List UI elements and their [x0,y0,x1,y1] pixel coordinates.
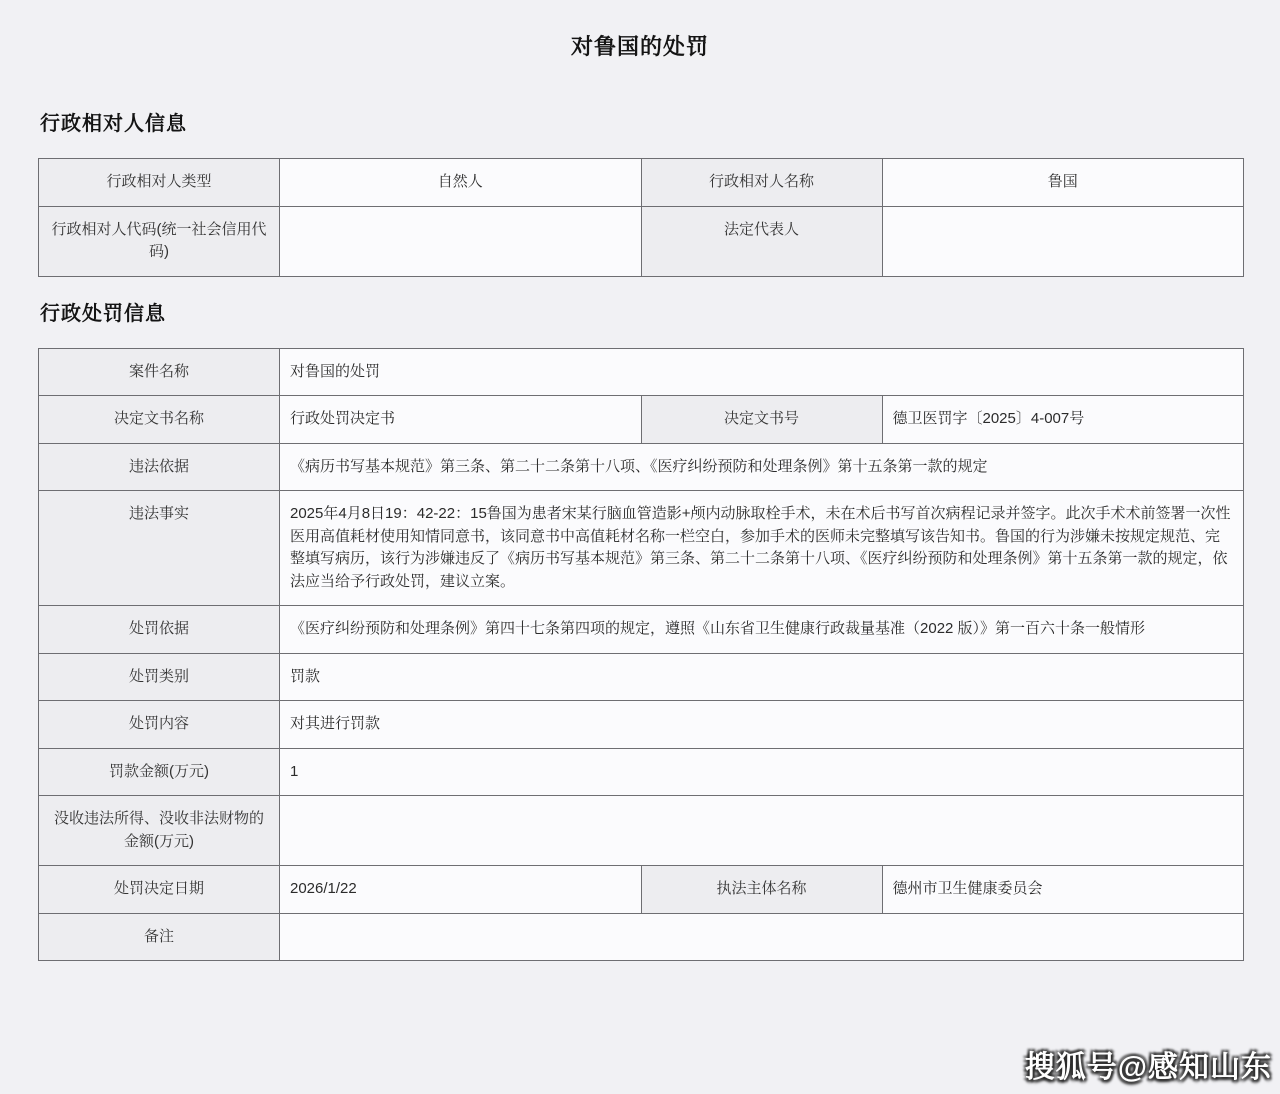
legal-basis-label: 违法依据 [39,443,280,491]
legal-representative-label: 法定代表人 [641,206,882,276]
section-counterpart-heading: 行政相对人信息 [40,113,187,135]
counterpart-type-value: 自然人 [280,159,642,207]
enforcement-authority-label: 执法主体名称 [641,866,882,914]
remarks-label: 备注 [39,913,280,961]
decision-date-label: 处罚决定日期 [39,866,280,914]
table-row [39,653,1244,701]
table-row [39,606,1244,654]
table-row [39,396,1244,444]
penalty-type-value: 罚款 [280,653,1244,701]
violation-facts-label: 违法事实 [39,491,280,606]
counterpart-name-label: 行政相对人名称 [641,159,882,207]
table-row [39,206,1244,276]
table-row [39,866,1244,914]
decision-doc-name-value: 行政处罚决定书 [280,396,642,444]
table-row [39,748,1244,796]
section-penalty-heading: 行政处罚信息 [40,302,166,325]
enforcement-authority-value: 德州市卫生健康委员会 [882,866,1244,914]
case-name-value: 对鲁国的处罚 [280,348,1244,396]
counterpart-table [38,158,1244,277]
decision-doc-number-label: 决定文书号 [641,396,882,444]
counterpart-code-label: 行政相对人代码(统一社会信用代码) [39,206,280,276]
fine-amount-value: 1 [280,748,1244,796]
table-row [39,796,1244,866]
decision-doc-name-label: 决定文书名称 [39,396,280,444]
table-row [39,491,1244,606]
table-row [39,159,1244,207]
penalty-content-label: 处罚内容 [39,701,280,749]
penalty-table [38,348,1244,962]
table-row [39,348,1244,396]
fine-amount-label: 罚款金额(万元) [39,748,280,796]
remarks-value [280,913,1244,961]
table-row [39,443,1244,491]
confiscation-amount-value [280,796,1244,866]
violation-facts-value: 2025年4月8日19：42-22：15鲁国为患者宋某行脑血管造影+颅内动脉取栓手术，未在术后书写首次病程记录并签字。此次手术术前签署一次性医用高值耗材使用知情同意书，该同意书中高值耗材名称一栏空白，参加手术的医师未完整填写该告知书。鲁国的行为涉嫌未按规定规范、完整填写病历，该行为涉嫌违反了《病历书写基本规范》第三条、第二十二条第十八项、《医疗纠纷预防和处理条例》第十五条第一款的规定，依法应当给予行政处罚，建议立案。 [280,491,1244,606]
page-title: 对鲁国的处罚 [570,34,709,59]
decision-doc-number-value: 德卫医罚字〔2025〕4-007号 [882,396,1244,444]
counterpart-code-value [280,206,642,276]
penalty-basis-label: 处罚依据 [39,606,280,654]
legal-basis-value: 《病历书写基本规范》第三条、第二十二条第十八项、《医疗纠纷预防和处理条例》第十五条第一款的规定 [280,443,1244,491]
table-row [39,701,1244,749]
confiscation-amount-label: 没收违法所得、没收非法财物的金额(万元) [39,796,280,866]
penalty-content-value: 对其进行罚款 [280,701,1244,749]
watermark: 搜狐号@感知山东 [1024,1051,1272,1084]
case-name-label: 案件名称 [39,348,280,396]
penalty-basis-value: 《医疗纠纷预防和处理条例》第四十七条第四项的规定，遵照《山东省卫生健康行政裁量基准（2022 版）》第一百六十条一般情形 [280,606,1244,654]
decision-date-value: 2026/1/22 [280,866,642,914]
penalty-type-label: 处罚类别 [39,653,280,701]
legal-representative-value [882,206,1244,276]
counterpart-name-value: 鲁国 [882,159,1244,207]
table-row [39,913,1244,961]
counterpart-type-label: 行政相对人类型 [39,159,280,207]
